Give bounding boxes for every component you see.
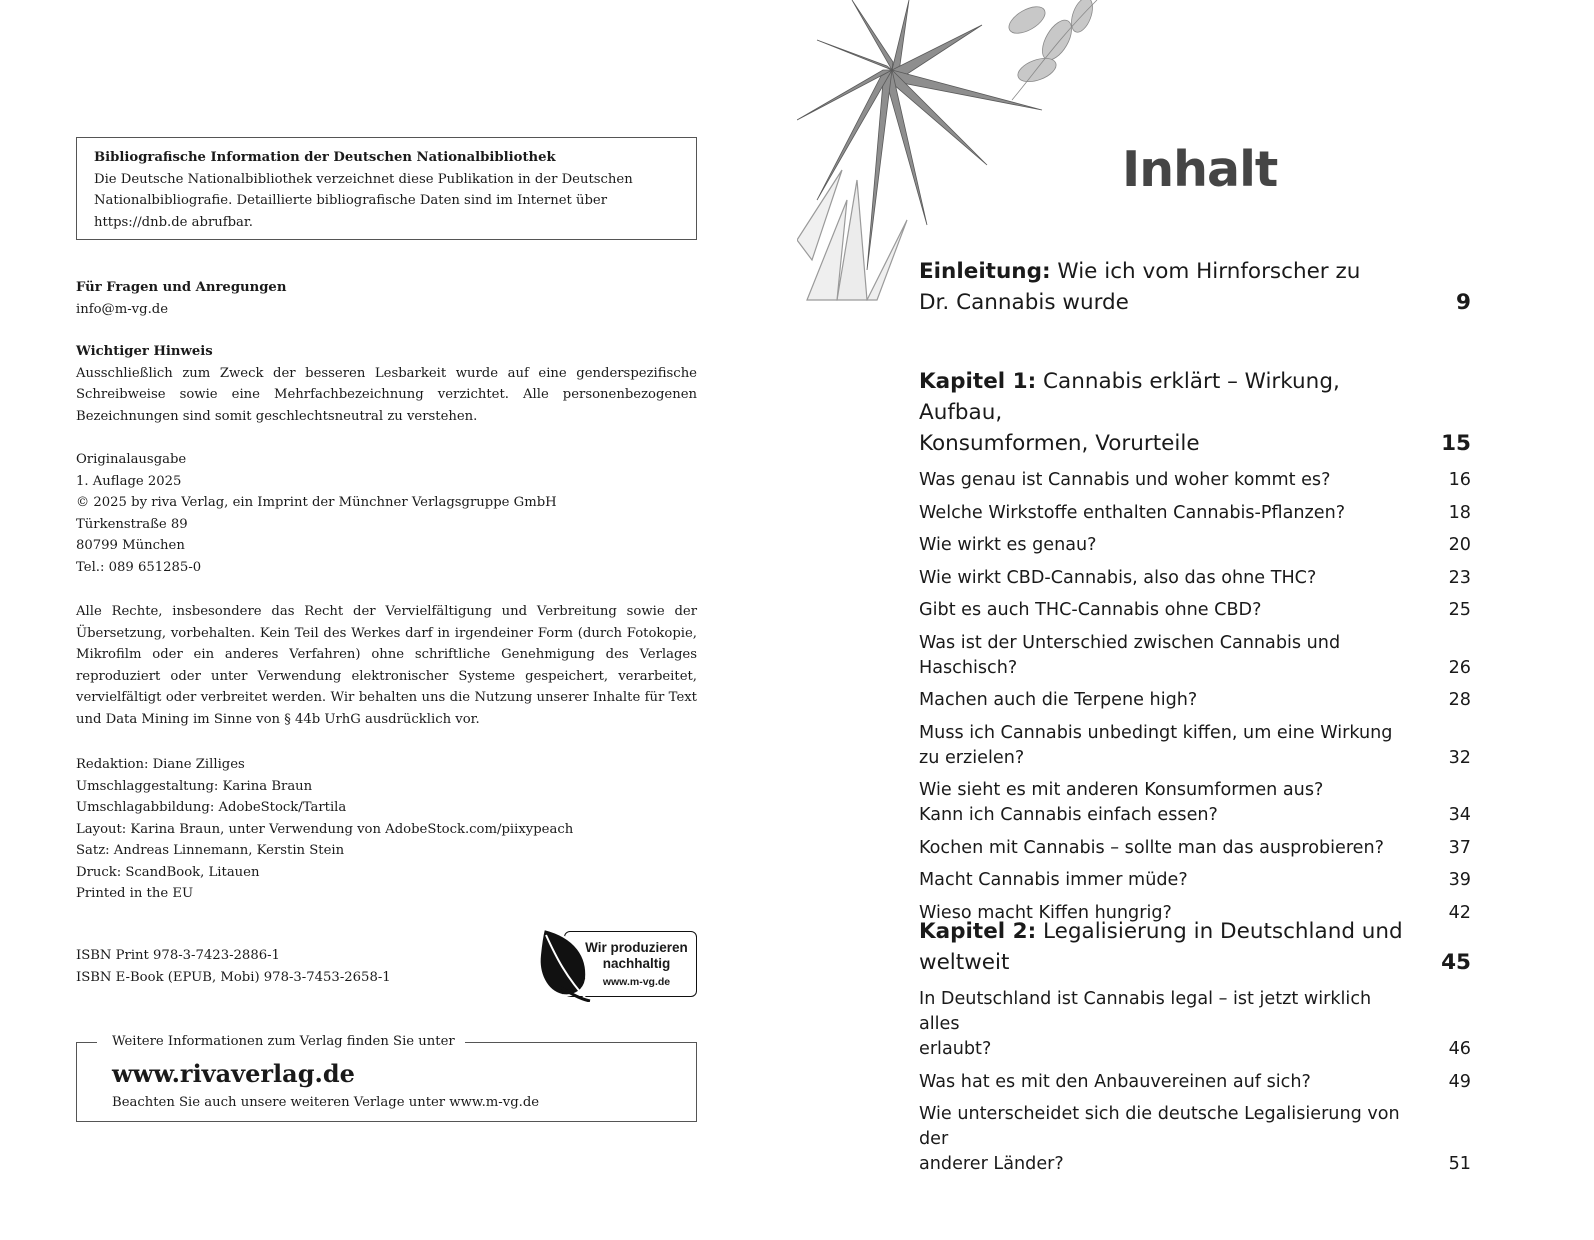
bibliographic-info-box [76,137,697,240]
badge-line1: Wir produzieren [585,940,688,955]
isbn-print: ISBN Print 978-3-7423-2886-1 [76,948,280,963]
toc-chapter-1 [919,366,1471,933]
chapter-label: Kapitel 1: [919,369,1037,394]
contact-email[interactable]: info@m-vg.de [76,301,169,317]
entry-text: Kochen mit Cannabis – sollte man das ausprobieren? [919,837,1384,858]
entry-page-number: 34 [1448,805,1471,825]
notice-heading: Wichtiger Hinweis [76,344,213,359]
isbn-ebook: ISBN E-Book (EPUB, Mobi) 978-3-7453-2658-1 [76,969,391,985]
toc-entry[interactable] [919,533,1471,558]
credit-line: Druck: ScandBook, Litauen [76,864,260,880]
publisher-website-link[interactable]: www.rivaverlag.de [112,1059,355,1088]
toc-entry[interactable] [919,566,1471,591]
edition-line: Türkenstraße 89 [76,516,188,532]
entry-text: Wie unterscheidet sich die deutsche Legalisierung von der [919,1104,1400,1149]
entry-page-number: 51 [1448,1154,1471,1174]
toc-entry-list [919,468,1471,926]
entry-text: Wieso macht Kiffen hungrig? [919,902,1172,923]
credit-line: Umschlagabbildung: AdobeStock/Tartila [76,800,347,815]
entry-page-number: 37 [1448,837,1471,858]
toc-entry[interactable] [919,1102,1471,1177]
entry-page-number: 25 [1448,600,1471,620]
entry-text: Wie wirkt CBD-Cannabis, also das ohne THC? [919,567,1317,588]
entry-page-number: 20 [1448,535,1471,555]
edition-line: © 2025 by riva Verlag, ein Imprint der Münchner Verlagsgruppe GmbH [76,495,557,510]
entry-text: zu erzielen? [919,747,1025,768]
toc-title: Inhalt [1122,141,1278,198]
credit-line: Umschlaggestaltung: Karina Braun [76,778,313,794]
entry-text: erlaubt? [919,1039,992,1059]
toc-entry[interactable] [919,868,1471,893]
chapter-page-number: 45 [1441,950,1471,975]
chapter-title-line2: Dr. Cannabis wurde [919,290,1129,315]
entry-text: Gibt es auch THC-Cannabis ohne CBD? [919,600,1262,620]
entry-text: Was genau ist Cannabis und woher kommt es? [919,470,1331,490]
entry-page-number: 32 [1448,747,1471,768]
edition-line: 1. Auflage 2025 [76,473,182,489]
chapter-title-line1: Cannabis erklärt – Wirkung, Aufbau, [919,369,1340,425]
entry-text: Machen auch die Terpene high? [919,690,1198,710]
entry-text: Wie wirkt es genau? [919,535,1097,555]
web-caption: Weitere Informationen zum Verlag finden Sie unter [97,1032,465,1052]
credit-line: Redaktion: Diane Zilliges [76,757,245,772]
credits-block [76,754,697,905]
toc-entry[interactable] [919,468,1471,493]
toc-chapter-2 [919,916,1471,1185]
more-publishers-text: Beachten Sie auch unsere weiteren Verlage unter www.m-vg.de [112,1095,540,1110]
edition-line: 80799 München [76,538,185,553]
biblio-line: https://dnb.de abrufbar. [94,214,253,230]
publisher-web-box [76,1034,697,1122]
badge-line2: nachhaltig [602,956,671,971]
entry-page-number: 42 [1448,902,1471,923]
toc-entry[interactable] [919,778,1471,828]
toc-entry[interactable] [919,631,1471,681]
entry-text: Was ist der Unterschied zwischen Cannabis und Haschisch? [919,632,1341,678]
toc-chapter-heading[interactable] [919,916,1471,978]
biblio-heading: Bibliografische Information der Deutschen Nationalbibliothek [94,150,556,165]
important-notice-block [76,341,697,427]
biblio-line: Die Deutsche Nationalbibliothek verzeichnet diese Publikation in der Deutschen [94,171,633,187]
entry-page-number: 16 [1448,470,1471,490]
chapter-title-line2: Konsumformen, Vorurteile [919,431,1200,456]
toc-entry-list [919,987,1471,1177]
sustainability-badge [536,927,697,1002]
toc-entry[interactable] [919,598,1471,623]
entry-page-number: 28 [1448,690,1471,710]
chapter-title-line1: Legalisierung in Deutschland und [1043,919,1403,944]
edition-line: Tel.: 089 651285-0 [76,559,202,575]
chapter-page-number: 9 [1456,290,1471,315]
biblio-line: Nationalbibliografie. Detaillierte bibliografische Daten sind im Internet über [94,193,608,208]
toc-entry[interactable] [919,1070,1471,1095]
isbn-block [76,945,476,988]
chapter-label: Einleitung: [919,259,1051,284]
toc-entry[interactable] [919,721,1471,771]
entry-text: Macht Cannabis immer müde? [919,870,1188,890]
credit-line: Layout: Karina Braun, unter Verwendung von AdobeStock.com/piixypeach [76,821,574,837]
rights-text: Alle Rechte, insbesondere das Recht der Vervielfältigung und Verbreitung sowie der Übersetzung, vorbehalten. Kein Teil des Werkes darf in irgendeiner Form (durch Fotokopie, Mikrofilm oder ein anderes Verfahren) ohne schriftliche Genehmigung des Verlages reproduziert oder unter Verwendung elektronischer Systeme gespeichert, verarbeitet, vervielfältigt oder verbreitet werden. Wir behalten uns die Nutzung unserer Inhalte für Text und Data Mining im Sinne von § 44b UrhG ausdrücklich vor. [76,604,697,727]
chapter-label: Kapitel 2: [919,919,1037,944]
credit-line: Satz: Andreas Linnemann, Kerstin Stein [76,843,345,858]
entry-text: Wie sieht es mit anderen Konsumformen aus? [919,780,1324,800]
entry-page-number: 23 [1448,567,1471,588]
toc-page [797,0,1594,1240]
edition-block [76,449,697,578]
entry-page-number: 49 [1448,1071,1471,1092]
contact-block [76,277,697,320]
toc-entry[interactable] [919,987,1471,1062]
entry-page-number: 18 [1448,502,1471,523]
entry-text: Kann ich Cannabis einfach essen? [919,805,1218,825]
toc-entry[interactable] [919,836,1471,861]
toc-chapter-heading[interactable] [919,366,1471,459]
toc-entry[interactable] [919,688,1471,713]
notice-text: Ausschließlich zum Zweck der besseren Lesbarkeit wurde auf eine genderspezifische Schreibweise sowie eine Mehrfachbezeichnung verzichtet. Alle personenbezogenen Bezeichnungen sind somit geschlechtsneutral zu verstehen. [76,365,697,424]
chapter-title-line2: weltweit [919,950,1010,975]
entry-text: Muss ich Cannabis unbedingt kiffen, um eine Wirkung [919,722,1393,743]
toc-introduction[interactable] [919,256,1471,318]
entry-page-number: 26 [1448,657,1471,678]
chapter-page-number: 15 [1441,431,1471,456]
toc-chapter-heading [919,256,1471,318]
entry-page-number: 39 [1448,870,1471,890]
toc-entry[interactable] [919,501,1471,526]
contact-heading: Für Fragen und Anregungen [76,280,287,295]
entry-page-number: 46 [1448,1039,1471,1059]
entry-text: anderer Länder? [919,1154,1064,1174]
entry-text: Was hat es mit den Anbauvereinen auf sich? [919,1071,1311,1092]
entry-text: In Deutschland ist Cannabis legal – ist jetzt wirklich alles [919,989,1372,1034]
chapter-title-line1: Wie ich vom Hirnforscher zu [1057,259,1361,284]
edition-line: Originalausgabe [76,452,187,467]
badge-url: www.m-vg.de [602,976,671,988]
credit-line: Printed in the EU [76,886,194,901]
entry-text: Welche Wirkstoffe enthalten Cannabis-Pflanzen? [919,502,1346,523]
